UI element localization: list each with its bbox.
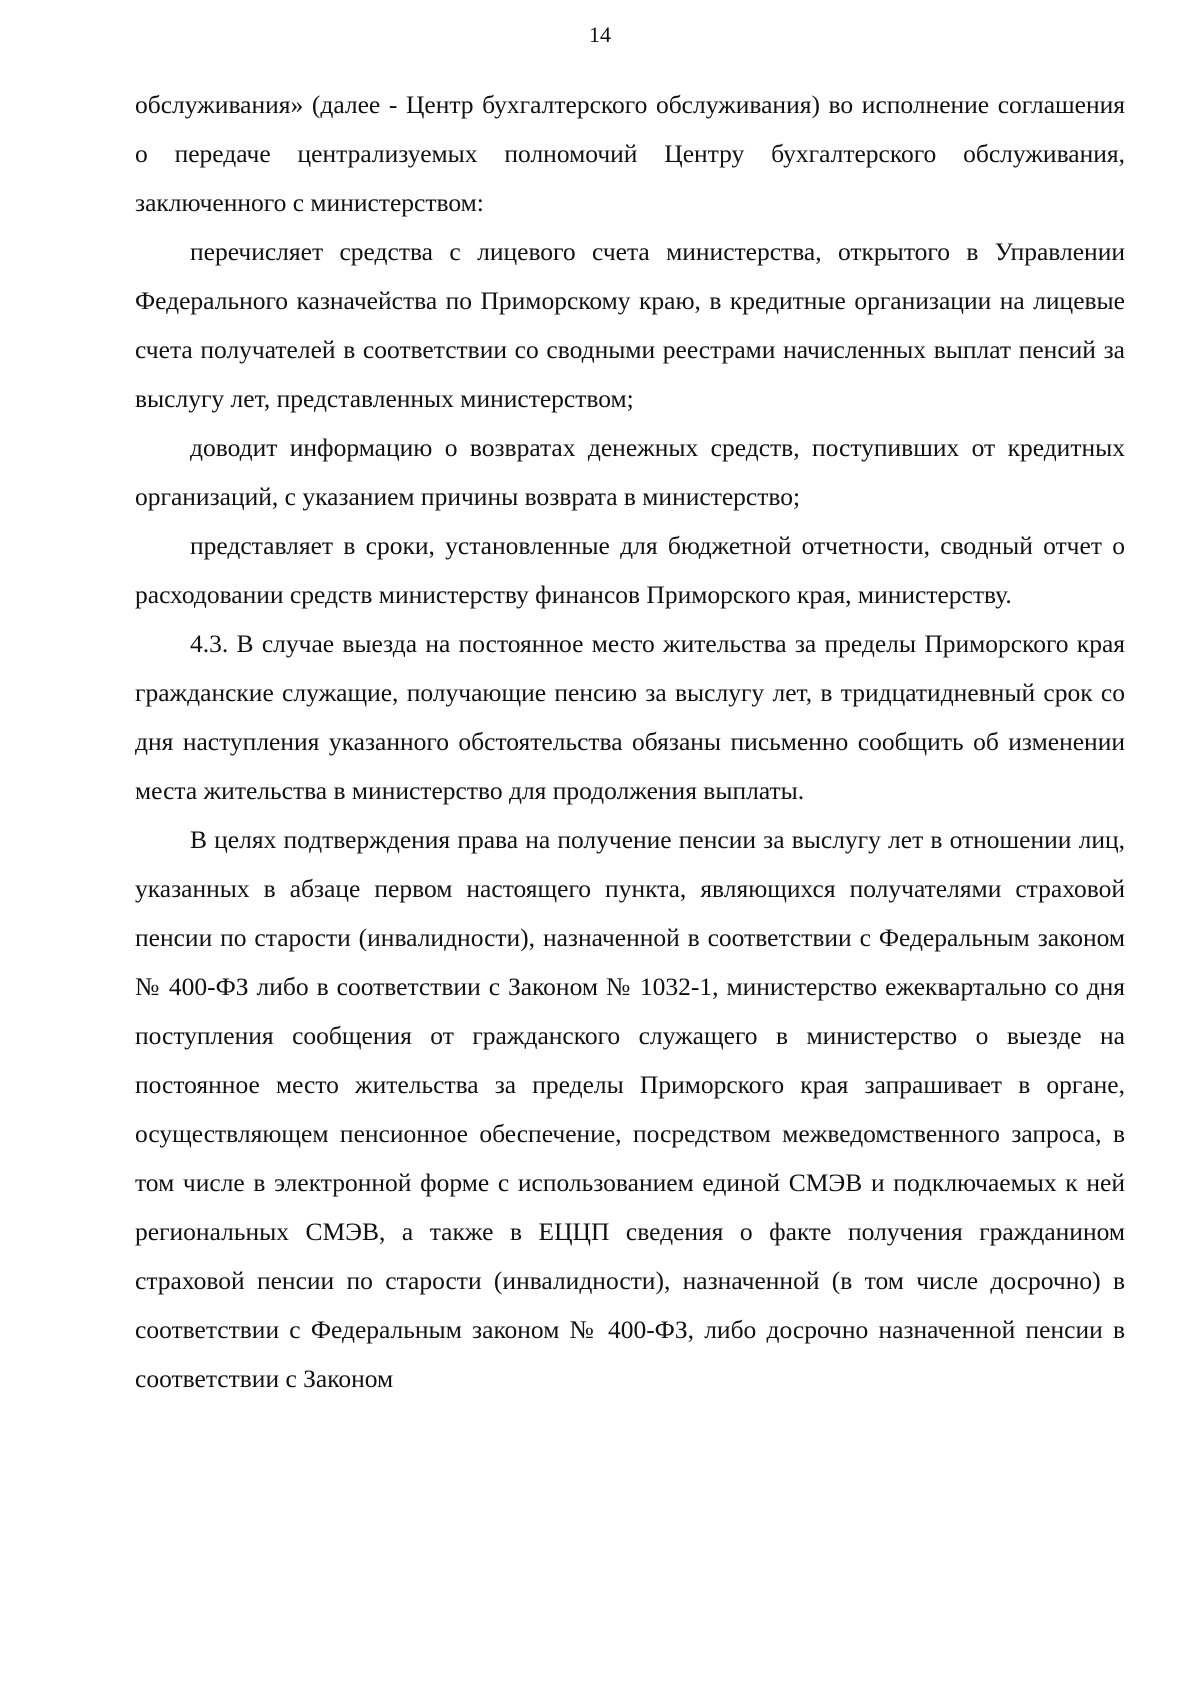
paragraph-consolidated-report: представляет в сроки, установленные для бюджетной отчетности, сводный отчет о расходовании средств министерству финансов Приморского края, министерству. (135, 531, 1125, 609)
page-number: 14 (589, 22, 611, 47)
document-body (135, 80, 1125, 1403)
paragraph-transfers-funds: перечисляет средства с лицевого счета министерства, открытого в Управлении Федерального казначейства по Приморскому краю, в кредитные организации на лицевые счета получателей в соответствии со сводными реестрами начисленных выплат пенсий за выслугу лет, представленных министерством; (135, 237, 1125, 413)
paragraph-pension-verification: В целях подтверждения права на получение пенсии за выслугу лет в отношении лиц, указанных в абзаце первом настоящего пункта, являющихся получателями страховой пенсии по старости (инвалидности), назначенной в соответствии с Федеральным законом № 400-ФЗ либо в соответствии с Законом № 1032-1, министерство ежеквартально со дня поступления сообщения от гражданского служащего в министерство о выезде на постоянное место жительства за пределы Приморского края запрашивает в органе, осуществляющем пенсионное обеспечение, посредством межведомственного запроса, в том числе в электронной форме с использованием единой СМЭВ и подключаемых к ней региональных СМЭВ, а также в ЕЦЦП сведения о факте получения гражданином страховой пенсии по старости (инвалидности), назначенной (в том числе досрочно) в соответствии с Федеральным законом № 400-ФЗ, либо досрочно назначенной пенсии в соответствии с Законом (135, 825, 1125, 1393)
paragraph-intro: обслуживания» (далее - Центр бухгалтерского обслуживания) во исполнение соглашения о передаче централизуемых полномочий Центру бухгалтерского обслуживания, заключенного с министерством: (135, 90, 1125, 217)
paragraph-section-4-3: 4.3. В случае выезда на постоянное место жительства за пределы Приморского края гражданские служащие, получающие пенсию за выслугу лет, в тридцатидневный срок со дня наступления указанного обстоятельства обязаны письменно сообщить об изменении места жительства в министерство для продолжения выплаты. (135, 629, 1125, 805)
paragraph-returns-info: доводит информацию о возвратах денежных средств, поступивших от кредитных организаций, с указанием причины возврата в министерство; (135, 433, 1125, 511)
